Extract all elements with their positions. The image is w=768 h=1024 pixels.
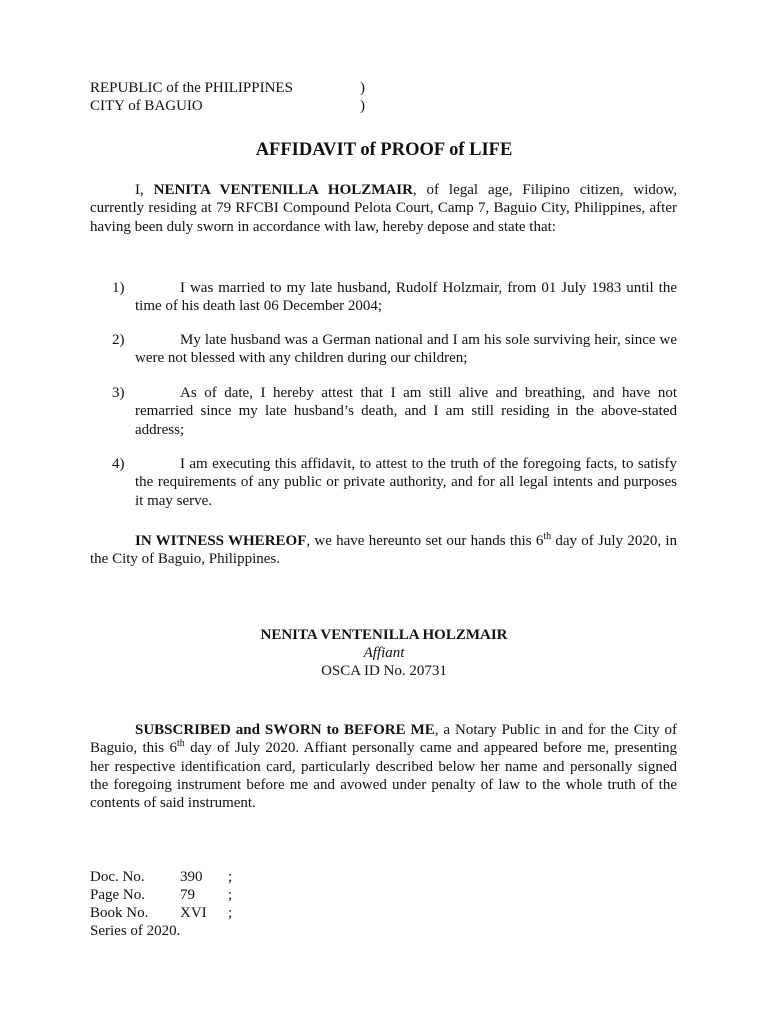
- caption-city: CITY of BAGUIO: [90, 98, 203, 114]
- doc-entry-semicolon: ;: [228, 869, 233, 885]
- caption-paren-2: ): [360, 98, 365, 114]
- list-item: [90, 279, 677, 316]
- jurat-text-2: day of July 2020. Affiant personally came and appeared before me, presenting her respective identification card, particularly described below her name and personally signed the foregoing instrument before me and avowed under penalty of law to the whole truth of the contents of said instrument.: [90, 740, 677, 812]
- document-title: AFFIDAVIT of PROOF of LIFE: [255, 140, 513, 160]
- affiant-name-inline: NENITA VENTENILLA HOLZMAIR: [153, 182, 413, 198]
- witness-heading: IN WITNESS WHEREOF: [135, 533, 307, 549]
- jurat-ordinal: th: [176, 738, 185, 750]
- item-text: I am executing this affidavit, to attest to the truth of the foregoing facts, to satisfy the requirements of any public or private authority, and for all legal intents and purposes it may serve.: [135, 456, 677, 509]
- doc-entry-label: Book No.: [90, 905, 149, 921]
- intro-paragraph: [90, 181, 677, 236]
- intro-prefix: I,: [135, 182, 154, 198]
- item-text: My late husband was a German national and I am his sole surviving heir, since we were not blessed with any children during our children;: [135, 332, 677, 367]
- item-text: As of date, I hereby attest that I am still alive and breathing, and have not remarried since my late husband’s death, and I am still residing in the above-stated address;: [135, 385, 677, 438]
- list-item: [90, 331, 677, 368]
- list-item: [90, 455, 677, 510]
- witness-ordinal: th: [543, 531, 552, 542]
- jurat-paragraph: [90, 721, 677, 812]
- doc-entry-value: XVI: [180, 905, 207, 921]
- caption-paren-1: ): [360, 80, 365, 96]
- jurat-heading: SUBSCRIBED and SWORN to BEFORE ME: [135, 722, 435, 738]
- witness-paragraph: [90, 532, 677, 569]
- doc-entry-label: Page No.: [90, 887, 145, 903]
- doc-entry-value: 79: [180, 887, 195, 903]
- item-number: 2): [112, 332, 125, 348]
- osca-id: OSCA ID No. 20731: [321, 663, 447, 679]
- item-number: 1): [112, 280, 125, 296]
- series-line: Series of 2020.: [90, 923, 181, 939]
- item-number: 4): [112, 456, 125, 472]
- caption-republic: REPUBLIC of the PHILIPPINES: [90, 80, 293, 96]
- doc-entry-semicolon: ;: [228, 887, 233, 903]
- item-text: I was married to my late husband, Rudolf Holzmair, from 01 July 1983 until the time of his death last 06 December 2004;: [135, 280, 677, 315]
- list-item: [90, 384, 677, 439]
- witness-text-2: day of July 2020, in the City of Baguio, Philippines.: [90, 533, 677, 568]
- signatory-role: Affiant: [363, 645, 405, 661]
- intro-rest: , of legal age, Filipino citizen, widow, currently residing at 79 RFCBI Compound Pelota Court, Camp 7, Baguio City, Philippines, after having been duly sworn in accordance with law, hereby depose and state that:: [90, 182, 677, 235]
- item-number: 3): [112, 385, 125, 401]
- witness-text-1: , we have hereunto set our hands this 6: [306, 533, 544, 549]
- doc-entry-label: Doc. No.: [90, 869, 145, 885]
- signatory-name: NENITA VENTENILLA HOLZMAIR: [260, 627, 508, 643]
- jurat-text-1: , a Notary Public in and for the City of Baguio, this 6: [90, 722, 678, 757]
- doc-entry-semicolon: ;: [228, 905, 233, 921]
- doc-entry-value: 390: [180, 869, 203, 885]
